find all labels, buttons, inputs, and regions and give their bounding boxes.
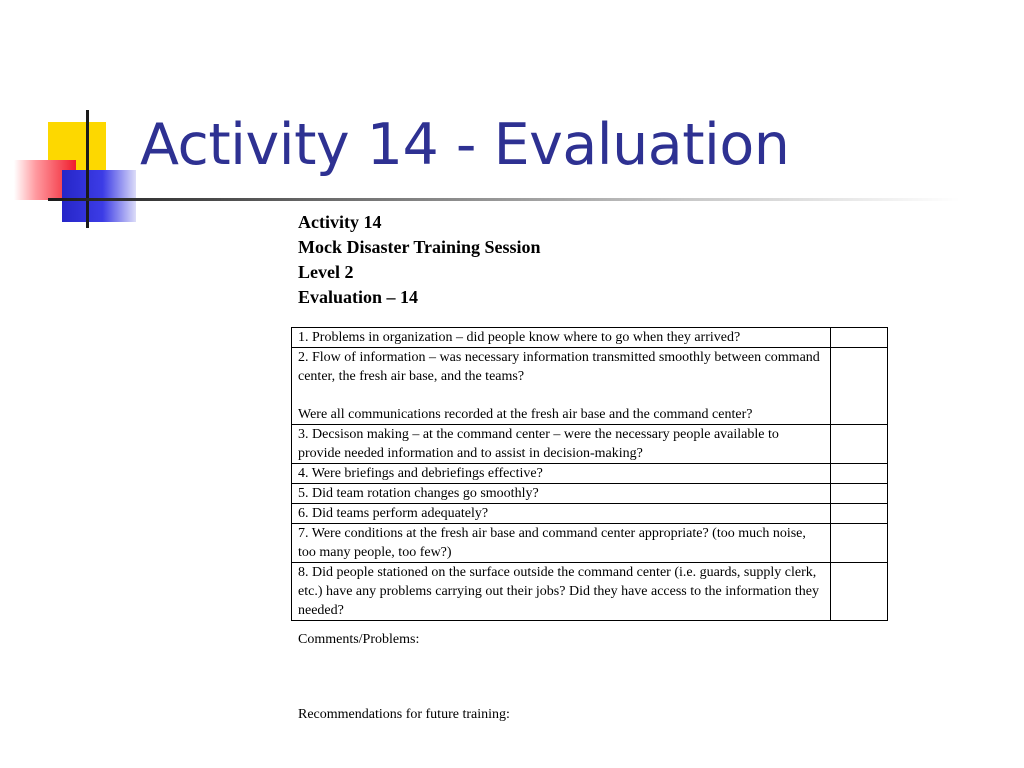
comments-label: Comments/Problems:: [298, 632, 420, 647]
slide-title: Activity 14 - Evaluation: [140, 112, 790, 178]
question-cell: 5. Did team rotation changes go smoothly?: [292, 484, 831, 504]
blue-square-decoration: [62, 170, 136, 222]
answer-cell[interactable]: [831, 504, 888, 524]
table-row: [292, 328, 888, 348]
question-cell: 7. Were conditions at the fresh air base and command center appropriate? (too much noise, too many people, too few?): [292, 524, 831, 563]
answer-cell[interactable]: [831, 348, 888, 425]
evaluation-document: [298, 210, 898, 310]
answer-cell[interactable]: [831, 484, 888, 504]
answer-cell[interactable]: [831, 524, 888, 563]
recommendations-label: Recommendations for future training:: [298, 707, 510, 722]
table-row: [292, 464, 888, 484]
table-row: [292, 504, 888, 524]
answer-cell[interactable]: [831, 328, 888, 348]
answer-cell[interactable]: [831, 425, 888, 464]
vertical-rule-decoration: [86, 110, 89, 228]
table-row: [292, 425, 888, 464]
question-cell: 8. Did people stationed on the surface outside the command center (i.e. guards, supply clerk, etc.) have any problems carrying out their jobs? Did they have access to the information they needed?: [292, 563, 831, 621]
slide-logo-decoration: [0, 0, 150, 240]
header-line-evaluation: Evaluation – 14: [298, 287, 419, 307]
header-line-session: Mock Disaster Training Session: [298, 237, 541, 257]
answer-cell[interactable]: [831, 563, 888, 621]
question-cell: 2. Flow of information – was necessary information transmitted smoothly between command center, the fresh air base, and the teams? Were all communications recorded at the fresh air base and the command center?: [292, 348, 831, 425]
question-cell: 3. Decsison making – at the command center – were the necessary people available to provide needed information and to assist in decision-making?: [292, 425, 831, 464]
title-underline-rule: [48, 198, 960, 201]
question-cell: 1. Problems in organization – did people know where to go when they arrived?: [292, 328, 831, 348]
document-header: [298, 210, 898, 310]
header-line-activity: Activity 14: [298, 212, 382, 232]
question-cell: 6. Did teams perform adequately?: [292, 504, 831, 524]
table-row: [292, 524, 888, 563]
evaluation-table: [291, 327, 888, 621]
header-line-level: Level 2: [298, 262, 354, 282]
answer-cell[interactable]: [831, 464, 888, 484]
question-cell: 4. Were briefings and debriefings effective?: [292, 464, 831, 484]
table-row: [292, 348, 888, 425]
table-row: [292, 484, 888, 504]
table-row: [292, 563, 888, 621]
